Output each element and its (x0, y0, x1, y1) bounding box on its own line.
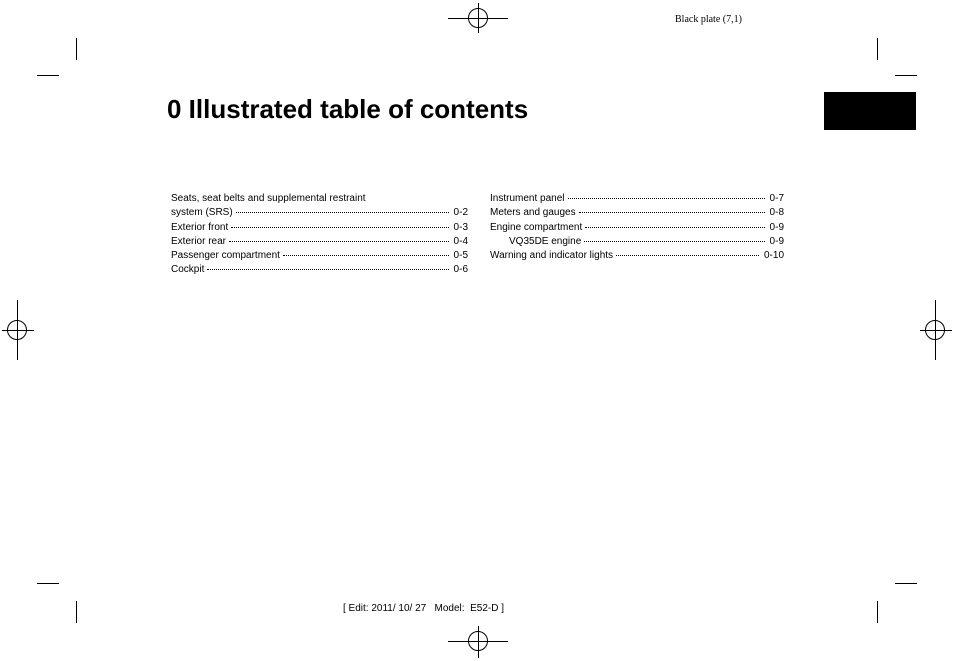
dot-leader (236, 212, 449, 213)
dot-leader (207, 269, 448, 270)
toc-column-right (490, 192, 784, 263)
toc-entry-page: 0-2 (453, 207, 468, 219)
toc-entry-wrapped-line: Seats, seat belts and supplemental restraint (171, 193, 366, 204)
toc-entry[interactable] (171, 221, 468, 235)
dot-leader (616, 255, 759, 256)
registration-target (7, 320, 27, 340)
crop-mark (877, 38, 878, 60)
toc-entry[interactable] (490, 206, 784, 220)
toc-subentry[interactable] (490, 235, 784, 249)
edit-info-footer: [ Edit: 2011/ 10/ 27 Model: E52-D ] (343, 603, 505, 614)
toc-entry[interactable] (171, 206, 468, 220)
toc-entry-page: 0-10 (763, 250, 784, 262)
toc-entry-label: Exterior front (171, 221, 229, 233)
toc-entry-label: Instrument panel (490, 193, 565, 204)
crop-mark (37, 75, 59, 76)
toc-entry-page: 0-7 (769, 193, 784, 204)
toc-entry[interactable] (490, 249, 784, 263)
section-tab (824, 92, 916, 130)
toc-entry-label: Warning and indicator lights (490, 250, 614, 262)
toc-column-left (171, 192, 468, 278)
dot-leader (585, 227, 764, 228)
toc-entry[interactable] (490, 192, 784, 206)
toc-entry[interactable] (171, 235, 468, 249)
toc-entry-page: 0-8 (769, 207, 784, 219)
toc-entry-label: Exterior rear (171, 235, 227, 247)
toc-entry-page: 0-5 (453, 250, 468, 262)
crop-mark (76, 601, 77, 623)
toc-entry[interactable] (171, 249, 468, 263)
crop-mark (895, 583, 917, 584)
toc-entry-page: 0-9 (769, 235, 784, 247)
dot-leader (229, 241, 449, 242)
dot-leader (568, 198, 765, 199)
plate-label: Black plate (7,1) (675, 14, 742, 25)
dot-leader (584, 241, 764, 242)
toc-entry-label: VQ35DE engine (509, 235, 582, 247)
toc-entry-label: system (SRS) (171, 207, 233, 219)
crop-mark (877, 601, 878, 623)
toc-entry-page: 0-3 (453, 221, 468, 233)
toc-entry-label: Passenger compartment (171, 250, 280, 262)
dot-leader (579, 212, 765, 213)
toc-entry[interactable] (171, 263, 468, 277)
toc-entry-label: Cockpit (171, 264, 205, 276)
toc-entry-page: 0-9 (769, 221, 784, 233)
toc-entry-page: 0-6 (453, 264, 468, 276)
registration-target (925, 320, 945, 340)
registration-target (468, 631, 488, 651)
page-title: 0 Illustrated table of contents (167, 94, 529, 124)
dot-leader (283, 255, 449, 256)
toc-entry[interactable] (490, 221, 784, 235)
crop-mark (76, 38, 77, 60)
dot-leader (231, 227, 448, 228)
toc-entry-page: 0-4 (453, 235, 468, 247)
crop-mark (895, 75, 917, 76)
toc-entry-label: Engine compartment (490, 221, 583, 233)
registration-target (468, 8, 488, 28)
crop-mark (37, 583, 59, 584)
toc-entry-label: Meters and gauges (490, 207, 576, 219)
